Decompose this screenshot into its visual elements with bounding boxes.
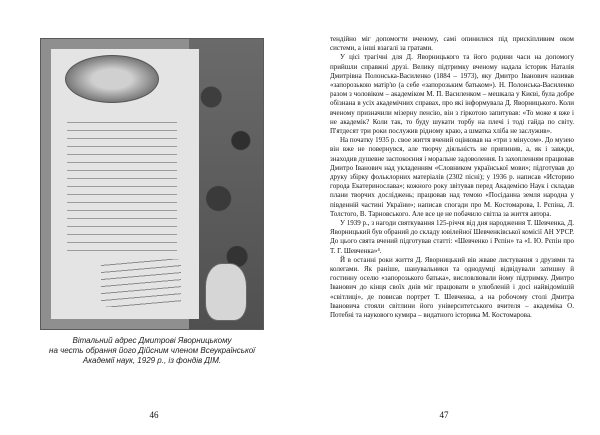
body-text [330,35,574,320]
caption-line-3: Академії наук, 1929 р., із фондів ДІМ. [82,356,222,365]
paragraph-3: На початку 1935 р. свое життя вчений оцінював на «три з мінусом». До музею він вже не повернувся, але творчу діяльність не припинив, а, як і завжди, знаходив душевне заспокоєння і моральне задоволення. Із захопленням працював Дмитро Іванович над укладенням «Словником української мови»; підготував до друку збірку фольклорних матеріалів (2302 пісні); у 1936 р. написав «Историю города Екатеринослава»; кожного року звітував перед Академією Наук і складав плани творчих досліджень; працював над темою «Посіданна земля народна у південній частині України»; написав спогади про М. Костомарова, І. Рєпіна, Л. Толстого, В. Тарновського. Але все це не побачило світла за життя автора. [330,136,574,218]
landscape-vignette [65,55,159,103]
handwritten-text [67,115,177,255]
photo-caption [28,336,276,366]
paragraph-1: тендійно міг допомогти вченому, самі опинилися під прискіпливим оком системи, а інші взагалі за гратами. [330,35,574,53]
paragraph-5: Й в останні роки життя Д. Яворницький вів жваве листування з друзями та колегами. Як раніше, шанувальники та однодумці відвідували затишну й гостинну оселю «запорозького батька», висловлювали йому підтримку. Дмитро Іванович до кінця своїх днів міг працювати в улюбленій і досі найвідомішій «світлиці», де повисав портрет Т. Шевченка, а на робочому столі Дмитра Івановича стояли світлини його університетського вчителя – академіка О. Потебні та наукового кумира – видатного історика М. Костомарова. [330,255,574,320]
address-photo [40,38,264,330]
page-number-left: 46 [149,410,159,420]
paragraph-2: У цісі трагічні для Д. Яворницького та його родини часи на допомогу прийшли справжні друзі. Велику підтримку вченому надала історик Наталія Дмитрівна Полонська-Василенко (1884 – 1973), яку Дмитро Іванович називав «запорозькою матір'ю (а себе «запорозьким батьком»). Н. Полонська-Василенко разом з чоловіком – академіком М. П. Василенком – мешкала у Києві, була добре обізнана в усіх академічних справах, про які інформувала Д. Яворницького. Коли вченому призначили мізерну пенсію, він з гіркотою запитував: «То може я вже і не академік? Коли так, то буду шукати торбу на плечі і тоді гайда по світу. П'ятдесят три роки послужив рідному краю, а шматка хліба не заслужив». [330,53,574,136]
caption-line-2: на честь обрання його Дійсним членом Всеукраїнської [49,346,255,355]
right-page [300,0,600,435]
page-number-right: 47 [439,410,449,420]
signatures [101,259,181,307]
paragraph-4: У 1939 р., з нагоди святкування 125-річчя від дня народження Т. Шевченка, Д. Яворницький був обраний до складу ювілейної Шевченківської комісії АН УРСР. До цього свята вчений підготував статті: «Шевченко і Рєпін» та «І. Ю. Рєпін про Т. Г. Шевченка»⁴. [330,219,574,255]
caption-line-1: Вітальний адрес Дмитрові Яворницькому [72,336,232,345]
vase-ornament [205,263,247,321]
